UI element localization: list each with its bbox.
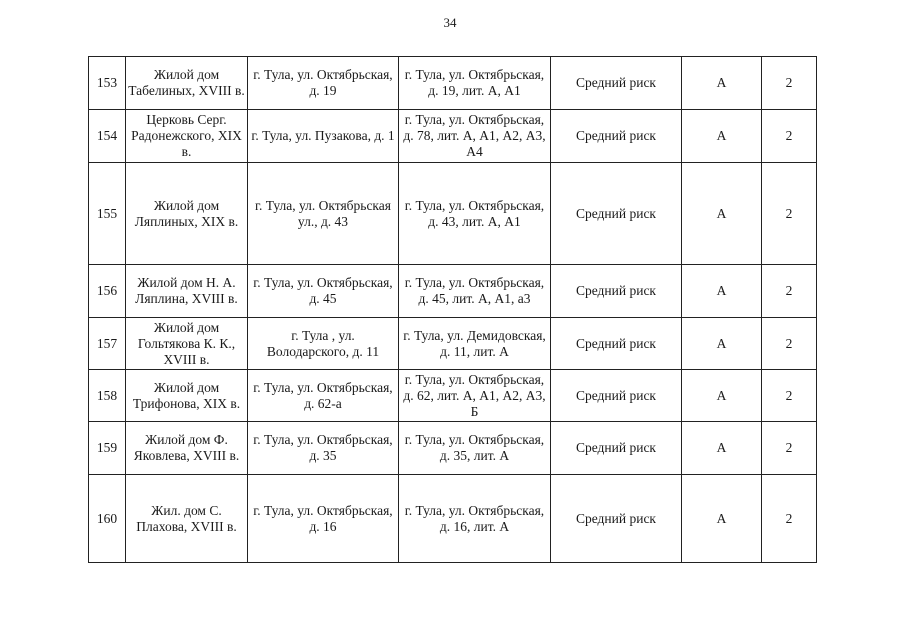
risk-level: Средний риск	[551, 370, 682, 422]
object-name: Жилой дом Гольтякова К. К., XVIII в.	[126, 318, 248, 370]
category: А	[682, 265, 762, 318]
table-row	[89, 318, 817, 370]
table-row	[89, 475, 817, 563]
table-row	[89, 110, 817, 163]
object-name: Жил. дом С. Плахова, XVIII в.	[126, 475, 248, 563]
value: 2	[762, 57, 817, 110]
risk-level: Средний риск	[551, 422, 682, 475]
object-address-full: г. Тула, ул. Октябрьская, д. 45, лит. А, А1, а3	[399, 265, 551, 318]
category: А	[682, 370, 762, 422]
category: А	[682, 422, 762, 475]
table-row	[89, 57, 817, 110]
object-name: Церковь Серг. Радонежского, XIX в.	[126, 110, 248, 163]
object-address: г. Тула, ул. Октябрьская, д. 35	[248, 422, 399, 475]
object-address-full: г. Тула, ул. Октябрьская, д. 78, лит. А, А1, А2, А3, А4	[399, 110, 551, 163]
value: 2	[762, 318, 817, 370]
page-number: 34	[443, 15, 457, 30]
risk-level: Средний риск	[551, 475, 682, 563]
risk-level: Средний риск	[551, 57, 682, 110]
object-address: г. Тула, ул. Октябрьская, д. 45	[248, 265, 399, 318]
value: 2	[762, 422, 817, 475]
category: А	[682, 475, 762, 563]
category: А	[682, 318, 762, 370]
value: 2	[762, 475, 817, 563]
table-row	[89, 370, 817, 422]
table-row	[89, 163, 817, 265]
row-number: 160	[89, 475, 126, 563]
object-address: г. Тула , ул. Володарского, д. 11	[248, 318, 399, 370]
object-address-full: г. Тула, ул. Октябрьская, д. 43, лит. А, А1	[399, 163, 551, 265]
object-address: г. Тула, ул. Октябрьская, д. 19	[248, 57, 399, 110]
row-number: 158	[89, 370, 126, 422]
object-address: г. Тула, ул. Октябрьская ул., д. 43	[248, 163, 399, 265]
risk-level: Средний риск	[551, 265, 682, 318]
table-row	[89, 422, 817, 475]
category: А	[682, 57, 762, 110]
object-name: Жилой дом Табелиных, XVIII в.	[126, 57, 248, 110]
category: А	[682, 163, 762, 265]
value: 2	[762, 110, 817, 163]
category: А	[682, 110, 762, 163]
risk-level: Средний риск	[551, 163, 682, 265]
object-name: Жилой дом Ляплиных, XIX в.	[126, 163, 248, 265]
risk-level: Средний риск	[551, 318, 682, 370]
object-address-full: г. Тула, ул. Октябрьская, д. 19, лит. А, А1	[399, 57, 551, 110]
row-number: 156	[89, 265, 126, 318]
row-number: 159	[89, 422, 126, 475]
object-address: г. Тула, ул. Октябрьская, д. 62-а	[248, 370, 399, 422]
object-address: г. Тула, ул. Пузакова, д. 1	[248, 110, 399, 163]
object-address-full: г. Тула, ул. Октябрьская, д. 16, лит. А	[399, 475, 551, 563]
row-number: 157	[89, 318, 126, 370]
value: 2	[762, 163, 817, 265]
table-row	[89, 265, 817, 318]
object-name: Жилой дом Н. А. Ляплина, XVIII в.	[126, 265, 248, 318]
row-number: 155	[89, 163, 126, 265]
value: 2	[762, 370, 817, 422]
object-name: Жилой дом Ф. Яковлева, XVIII в.	[126, 422, 248, 475]
risk-level: Средний риск	[551, 110, 682, 163]
object-address: г. Тула, ул. Октябрьская, д. 16	[248, 475, 399, 563]
heritage-objects-table	[88, 56, 817, 563]
object-address-full: г. Тула, ул. Демидовская, д. 11, лит. А	[399, 318, 551, 370]
object-address-full: г. Тула, ул. Октябрьская, д. 62, лит. А, А1, А2, А3, Б	[399, 370, 551, 422]
object-name: Жилой дом Трифонова, XIX в.	[126, 370, 248, 422]
row-number: 154	[89, 110, 126, 163]
object-address-full: г. Тула, ул. Октябрьская, д. 35, лит. А	[399, 422, 551, 475]
row-number: 153	[89, 57, 126, 110]
value: 2	[762, 265, 817, 318]
